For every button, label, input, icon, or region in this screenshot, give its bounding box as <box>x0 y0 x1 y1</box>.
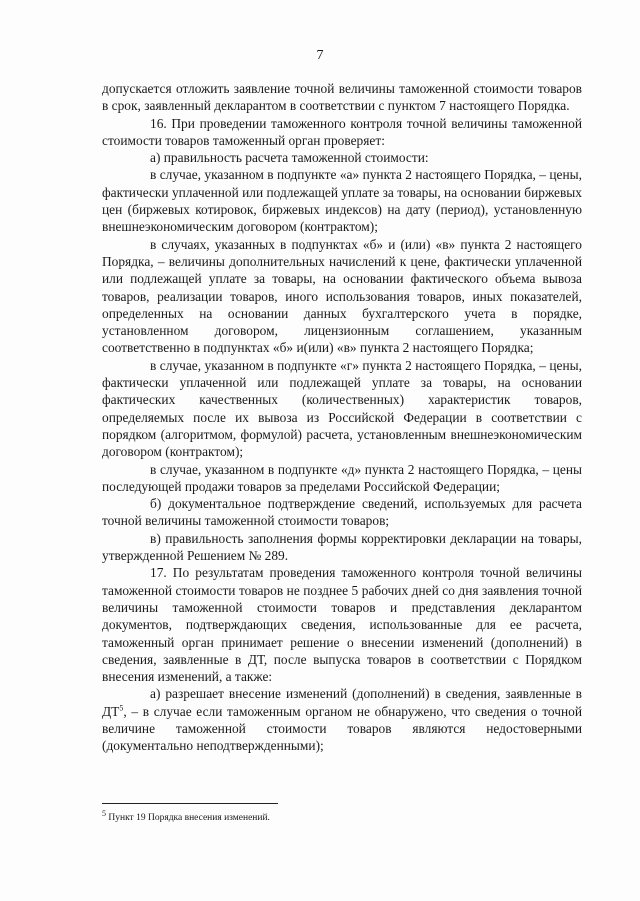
paragraph: а) правильность расчета таможенной стоимости: <box>150 150 429 166</box>
paragraph-with-footnote-ref <box>102 685 582 754</box>
footnote-mark: 5 <box>102 808 106 818</box>
paragraph: в случае, указанном в подпункте «а» пункта 2 настоящего Порядка, – цены, фактически уплаченной или подлежащей уплате за товары, на основании биржевых цен (биржевых котировок, биржевых индексов) на дату (период), установленную внешнеэкономическим договором (контрактом); <box>102 167 582 235</box>
paragraph: в) правильность заполнения формы корректировки декларации на товары, утвержденной Решением № 289. <box>102 530 582 564</box>
footnote-text: Пункт 19 Порядка внесения изменений. <box>106 813 270 823</box>
paragraph: в случае, указанном в подпункте «г» пункта 2 настоящего Порядка, – цены, фактически уплаченной или подлежащей уплате за товары, на основании фактических качественных (количественных) характеристик товаров, определяемых после их вывоза из Российской Федерации в соответствии с порядком (алгоритмом, формулой) расчета, установленным внешнеэкономическим договором (контрактом); <box>102 357 582 460</box>
paragraph: 17. По результатам проведения таможенного контроля точной величины таможенной стоимости товаров не позднее 5 рабочих дней со дня заявления точной величины таможенной стоимости товаров и представления декларантом документов, подтверждающих сведения, использованные для ее расчета, таможенный орган принимает решение о внесении изменений (дополнений) в сведения, заявленные в ДТ, после выпуска товаров в соответствии с Порядком внесения изменений, а также: <box>102 565 582 685</box>
page-number: 7 <box>316 48 324 63</box>
paragraph-text: , – в случае если таможенным органом не обнаружено, что сведения о точной величине таможенной стоимости товаров являются недостоверными (документально неподтвержденными); <box>102 703 582 754</box>
footnote-divider <box>102 803 278 804</box>
footnote <box>102 808 270 824</box>
paragraph: б) документальное подтверждение сведений, используемых для расчета точной величины таможенной стоимости товаров; <box>102 496 582 529</box>
paragraph: 16. При проведении таможенного контроля точной величины таможенной стоимости товаров таможенный орган проверяет: <box>102 115 582 148</box>
paragraph: в случаях, указанных в подпунктах «б» и (или) «в» пункта 2 настоящего Порядка, – величины дополнительных начислений к цене, фактически уплаченной или подлежащей уплате за товары, на основании фактического объема вывоза товаров, реализации товаров, иного использования товаров, иных показателей, определенных на основании данных бухгалтерского учета в порядке, установленном договором, лицензионным соглашением, указанным соответственно в подпунктах «б» и(или) «в» пункта 2 настоящего Порядка; <box>102 236 582 356</box>
body-text <box>102 80 582 755</box>
paragraph-text: а) разрешает внесение изменений (дополнений) в сведения, заявленные в ДТ <box>102 686 582 719</box>
paragraph: в случае, указанном в подпункте «д» пункта 2 настоящего Порядка, – цены последующей продажи товаров за пределами Российской Федерации; <box>102 461 582 494</box>
footnote-reference: 5 <box>119 703 124 713</box>
paragraph: допускается отложить заявление точной величины таможенной стоимости товаров в срок, заявленный декларантом в соответствии с пунктом 7 настоящего Порядка. <box>102 81 582 114</box>
